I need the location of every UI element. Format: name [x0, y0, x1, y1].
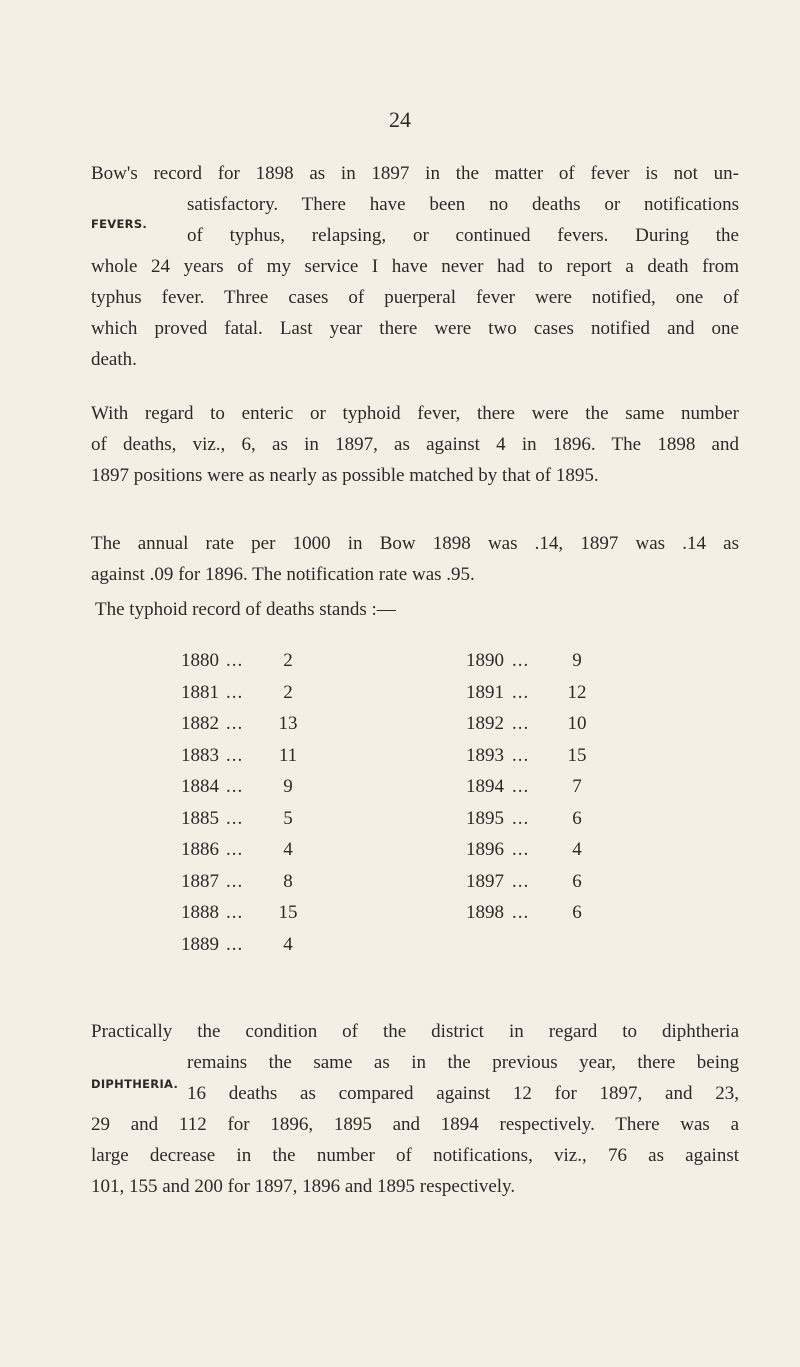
text-line: large decrease in the number of notifications, viz., 76 as against — [91, 1145, 739, 1166]
text-line: of typhus, relapsing, or continued fevers. During the — [187, 225, 739, 246]
text-line: 16 deaths as compared against 12 for 1897, and 23, — [187, 1083, 739, 1104]
table-deaths-value: 4 — [283, 933, 293, 955]
table-leader-dots: ... — [512, 650, 530, 671]
table-leader-dots: ... — [512, 681, 530, 703]
table-year: 1882 — [181, 713, 219, 734]
table-deaths-value: 6 — [572, 902, 582, 923]
table-leader-dots: ... — [512, 870, 530, 892]
text-line: of deaths, viz., 6, as in 1897, as against 4 in 1896. The 1898 and — [91, 434, 739, 455]
text-line: The annual rate per 1000 in Bow 1898 was .14, 1897 was .14 as — [91, 533, 739, 554]
table-deaths-value: 5 — [283, 807, 293, 829]
table-year: 1880 — [181, 650, 219, 671]
table-deaths-value: 9 — [572, 650, 582, 671]
table-leader-dots: ... — [226, 839, 244, 860]
table-deaths-value: 11 — [278, 744, 298, 766]
text-line: 1897 positions were as nearly as possible matched by that of 1895. — [91, 465, 599, 486]
table-year: 1896 — [466, 839, 504, 860]
table-deaths-value: 8 — [283, 870, 293, 892]
text-line: remains the same as in the previous year, there being — [187, 1052, 739, 1073]
text-line: 101, 155 and 200 for 1897, 1896 and 1895 respectively. — [91, 1176, 516, 1197]
table-leader-dots: ... — [226, 744, 244, 766]
table-deaths-value: 4 — [572, 839, 582, 860]
table-year: 1894 — [466, 776, 504, 797]
text-line: 29 and 112 for 1896, 1895 and 1894 respectively. There was a — [91, 1114, 739, 1135]
enteric-paragraph — [91, 398, 739, 491]
table-leader-dots: ... — [226, 902, 244, 923]
table-leader-dots: ... — [226, 681, 244, 703]
table-leader-dots: ... — [226, 870, 244, 892]
text-line: against .09 for 1896. The notification rate was .95. — [91, 564, 475, 585]
table-deaths-value: 10 — [567, 713, 587, 734]
table-year: 1883 — [181, 744, 219, 766]
table-leader-dots: ... — [226, 933, 244, 955]
table-year: 1890 — [466, 650, 504, 671]
fevers-paragraph — [91, 158, 739, 375]
text-line: With regard to enteric or typhoid fever, there were the same number — [91, 403, 739, 424]
text-line: typhus fever. Three cases of puerperal fever were notified, one of — [91, 287, 739, 308]
typhoid-intro — [91, 594, 739, 625]
table-deaths-value: 15 — [567, 744, 587, 766]
text-line: satisfactory. There have been no deaths or notifications — [187, 194, 739, 215]
text-line: whole 24 years of my service I have never had to report a death from — [91, 256, 739, 277]
table-leader-dots: ... — [512, 776, 530, 797]
table-leader-dots: ... — [512, 902, 530, 923]
table-year: 1884 — [181, 776, 219, 797]
table-year: 1889 — [181, 933, 219, 955]
table-deaths-value: 15 — [278, 902, 298, 923]
table-leader-dots: ... — [512, 713, 530, 734]
table-year: 1898 — [466, 902, 504, 923]
table-year: 1892 — [466, 713, 504, 734]
table-leader-dots: ... — [226, 713, 244, 734]
table-deaths-value: 9 — [283, 776, 293, 797]
table-leader-dots: ... — [226, 650, 244, 671]
table-year: 1888 — [181, 902, 219, 923]
text-line: Bow's record for 1898 as in 1897 in the matter of fever is not un- — [91, 163, 739, 184]
table-year: 1891 — [466, 681, 504, 703]
table-leader-dots: ... — [226, 807, 244, 829]
table-year: 1881 — [181, 681, 219, 703]
table-deaths-value: 2 — [283, 650, 293, 671]
table-deaths-value: 12 — [567, 681, 587, 703]
table-leader-dots: ... — [226, 776, 244, 797]
text-line: which proved fatal. Last year there were two cases notified and one — [91, 318, 739, 339]
table-deaths-value: 7 — [572, 776, 582, 797]
table-deaths-value: 6 — [572, 807, 582, 829]
rate-paragraph — [91, 528, 739, 590]
text-line: The typhoid record of deaths stands :— — [95, 599, 396, 620]
table-year: 1887 — [181, 870, 219, 892]
table-deaths-value: 6 — [572, 870, 582, 892]
table-leader-dots: ... — [512, 744, 530, 766]
table-leader-dots: ... — [512, 807, 530, 829]
table-year: 1895 — [466, 807, 504, 829]
diphtheria-margin-heading: DIPHTHERIA. — [91, 1077, 179, 1091]
diphtheria-paragraph — [91, 1016, 739, 1202]
table-year: 1897 — [466, 870, 504, 892]
fevers-margin-heading: FEVERS. — [91, 217, 148, 231]
table-deaths-value: 13 — [278, 713, 298, 734]
table-year: 1885 — [181, 807, 219, 829]
table-deaths-value: 2 — [283, 681, 293, 703]
page-number: 24 — [389, 107, 411, 132]
text-line: Practically the condition of the district in regard to diphtheria — [91, 1021, 739, 1042]
table-year: 1893 — [466, 744, 504, 766]
table-year: 1886 — [181, 839, 219, 860]
table-deaths-value: 4 — [283, 839, 293, 860]
text-line: death. — [91, 349, 137, 370]
table-leader-dots: ... — [512, 839, 530, 860]
